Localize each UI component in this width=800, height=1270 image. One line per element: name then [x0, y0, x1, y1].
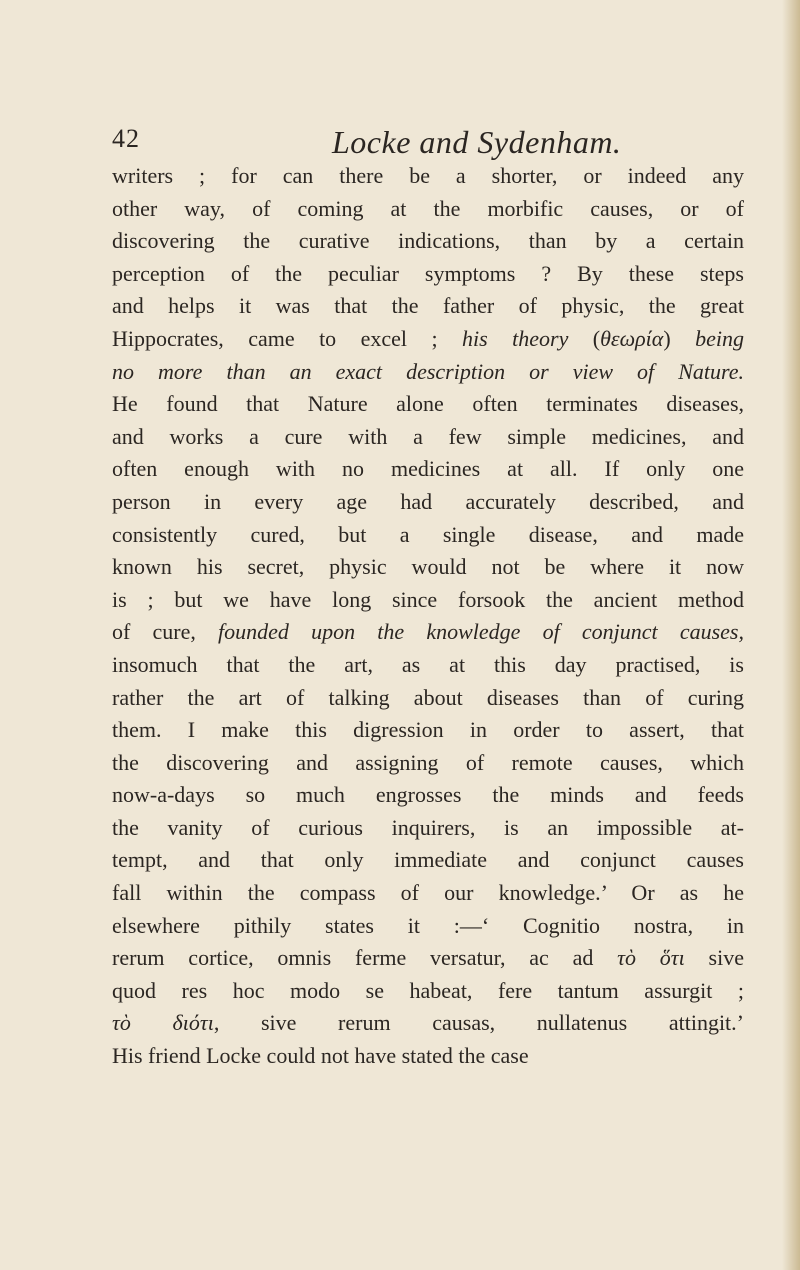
running-head-title: Locke and Sydenham.: [332, 124, 622, 160]
text-line: [112, 616, 744, 649]
text-run: His friend Locke could not have stated the case: [112, 1043, 529, 1069]
text-line: [112, 323, 744, 356]
text-run: discovering the curative indications, than by a certain: [112, 228, 744, 254]
text-run: of cure,: [112, 619, 219, 645]
italic-text: τὸ ὅτι: [617, 945, 685, 971]
text-run: now-a-days so much engrosses the minds and feeds: [112, 782, 744, 808]
text-run: rather the art of talking about diseases than of curing: [112, 684, 744, 710]
text-run: fall within the compass of our knowledge.’ Or as he: [112, 880, 744, 906]
text-line: [112, 388, 744, 421]
text-run: known his secret, physic would not be where it now: [112, 554, 744, 580]
text-line: [112, 910, 744, 943]
body-text: [112, 160, 744, 1073]
text-line: [112, 486, 744, 519]
running-head: [112, 124, 744, 164]
text-line: [112, 160, 744, 193]
text-run: quod res hoc modo se habeat, fere tantum assurgit ;: [112, 977, 744, 1003]
text-run: consistently cured, but a single disease, and made: [112, 521, 744, 547]
text-run: insomuch that the art, as at this day practised, is: [112, 651, 744, 677]
text-run: Hippocrates, came to excel ;: [112, 325, 463, 351]
text-run: elsewhere pithily states it :—‘ Cognitio nostra, in: [112, 912, 744, 938]
text-run: them. I make this digression in order to assert, that: [112, 717, 744, 743]
page-edge-shadow: [782, 0, 800, 1270]
text-line: [112, 812, 744, 845]
text-run: He found that Nature alone often terminates diseases,: [112, 391, 744, 417]
text-run: writers ; for can there be a shorter, or indeed any: [112, 163, 744, 188]
text-line: [112, 225, 744, 258]
italic-text: being: [695, 325, 744, 351]
text-run: tempt, and that only immediate and conjunct causes: [112, 847, 744, 873]
italic-text: no more than an exact description or view of Nature.: [112, 358, 744, 384]
text-run: (: [568, 325, 601, 351]
text-line: [112, 942, 744, 975]
text-line: [112, 258, 744, 291]
text-line: [112, 356, 744, 389]
text-line: [112, 421, 744, 454]
text-line: [112, 453, 744, 486]
text-run: and works a cure with a few simple medicines, and: [112, 423, 744, 449]
text-line: [112, 193, 744, 226]
text-run: sive: [684, 945, 744, 971]
italic-text: θεωρία: [600, 325, 664, 351]
text-run: rerum cortice, omnis ferme versatur, ac ad: [112, 945, 618, 971]
italic-text: his theory: [462, 325, 569, 351]
text-line: [112, 682, 744, 715]
text-run: person in every age had accurately described, and: [112, 488, 744, 514]
text-line: [112, 779, 744, 812]
text-line: [112, 519, 744, 552]
page-number: 42: [112, 124, 140, 153]
text-line: [112, 584, 744, 617]
text-run: the vanity of curious inquirers, is an impossible at-: [112, 814, 744, 840]
text-line: [112, 714, 744, 747]
italic-text: τὸ διότι: [112, 1010, 214, 1036]
text-run: , sive rerum causas, nullatenus attingit.’: [213, 1010, 744, 1036]
text-line: [112, 877, 744, 910]
italic-text: founded upon the knowledge of conjunct causes,: [218, 619, 744, 645]
text-line: [112, 1007, 744, 1040]
text-line: [112, 551, 744, 584]
text-line: [112, 844, 744, 877]
text-run: perception of the peculiar symptoms ? By these steps: [112, 260, 744, 286]
text-line: [112, 975, 744, 1008]
text-line: [112, 290, 744, 323]
text-line: [112, 1040, 744, 1073]
text-run: the discovering and assigning of remote causes, which: [112, 749, 744, 775]
text-run: ): [663, 325, 696, 351]
text-line: [112, 747, 744, 780]
text-line: [112, 649, 744, 682]
text-run: and helps it was that the father of physic, the great: [112, 293, 744, 319]
text-run: often enough with no medicines at all. If only one: [112, 456, 744, 482]
text-run: other way, of coming at the morbific causes, or of: [112, 195, 744, 221]
text-run: is ; but we have long since forsook the ancient method: [112, 586, 744, 612]
